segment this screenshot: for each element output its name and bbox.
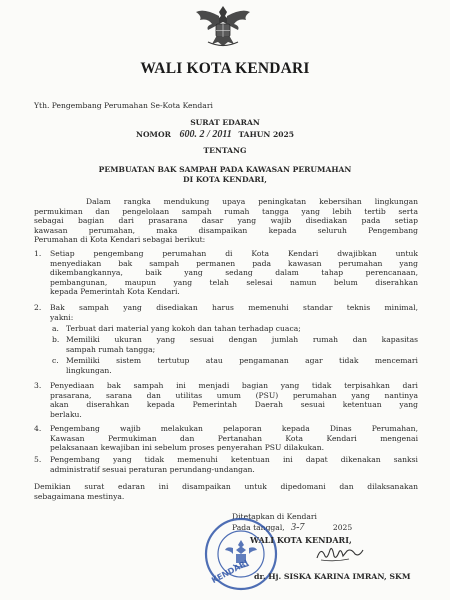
subject-line-1: PEMBUATAN BAK SAMPAH PADA KAWASAN PERUMAHAN	[98, 165, 352, 174]
point-number: 2.	[34, 303, 42, 312]
signature-place: Ditetapkan di Kendari	[232, 512, 317, 521]
subitem-line: Memiliki sistem tertutup atau pengamanan agar tidak mencemari	[66, 356, 418, 365]
subitem-text: Terbuat dari material yang kokoh dan tahan terhadap cuaca;	[66, 324, 301, 333]
point-line: Kawasan Permukiman dan Pertanahan Kota Kendari mengenai	[50, 433, 418, 443]
subitem-text	[66, 335, 418, 354]
letterhead-title: WALI KOTA KENDARI	[140, 60, 310, 77]
point-3-text	[50, 381, 418, 419]
intro-line: permukiman dan pengelolaan sampah rumah tangga yang lebih tertib serta	[34, 206, 418, 216]
subitem-line: Memiliki ukuran yang sesuai dengan jumlah rumah dan kapasitas	[66, 335, 418, 344]
point-5-text	[50, 455, 418, 474]
point-line: kepada Pemerintah Kota Kendari.	[50, 287, 180, 297]
point-line: prasarana, sarana dan utilitas umum (PSU) perumahan yang nantinya	[50, 390, 418, 400]
point-number: 1.	[34, 249, 42, 258]
svg-text:KENDARI: KENDARI	[210, 558, 250, 586]
recipient-line: Yth. Pengembang Perumahan Se-Kota Kendari	[34, 101, 213, 110]
date-handwritten: 3-7	[291, 522, 305, 533]
subitem-letter: a.	[52, 324, 59, 333]
intro-line: kawasan perumahan, maka disampaikan kepada seluruh Pengembang	[34, 225, 418, 235]
circular-number	[136, 130, 294, 140]
point-line: administratif sesuai peraturan perundang-undangan.	[50, 464, 255, 474]
point-line: berlaku.	[50, 409, 82, 419]
handwritten-signature-icon	[315, 542, 365, 564]
subitem-text	[66, 356, 418, 375]
intro-line: sebagai bagian dari prasarana dasar yang wajib disediakan pada setiap	[34, 216, 418, 226]
point-line: dikembangkannya, baik yang sedang dalam tahap perencanaan,	[50, 268, 418, 278]
date-label: Pada tanggal,	[232, 523, 285, 532]
intro-line: Perumahan di Kota Kendari sebagai berikut:	[34, 235, 206, 245]
number-handwritten: 600. 2 / 2011	[179, 129, 232, 140]
point-line: pelaksanaan kewajiban ini sebelum proses penyerahan PSU dilakukan.	[50, 443, 324, 453]
number-label: NOMOR	[136, 130, 171, 139]
point-line: Pengembang wajib melakukan pelaporan kepada Dinas Perumahan,	[50, 424, 418, 433]
intro-line: Dalam rangka mendukung upaya peningkatan kebersihan lingkungan	[86, 197, 418, 206]
about-label: TENTANG	[203, 146, 247, 155]
date-year: 2025	[332, 523, 353, 532]
closing-line: Demikian surat edaran ini disampaikan untuk dipedomani dan dilaksanakan	[34, 482, 418, 491]
point-number: 4.	[34, 424, 42, 433]
point-2-text	[50, 303, 418, 322]
point-line: yakni:	[50, 312, 74, 322]
subitem-letter: b.	[52, 335, 60, 344]
point-line: akan diserahkan kepada Pemerintah Daerah sesuai ketentuan yang	[50, 400, 418, 410]
closing-line: sebagaimana mestinya.	[34, 491, 125, 501]
year-label: TAHUN 2025	[238, 130, 295, 139]
closing-paragraph	[34, 482, 418, 501]
point-line: Penyediaan bak sampah ini menjadi bagian yang tidak terpisahkan dari	[50, 381, 418, 390]
signature-office: WALI KOTA KENDARI,	[250, 535, 352, 545]
point-1-text	[50, 249, 418, 297]
subitem-letter: c.	[52, 356, 59, 365]
garuda-emblem-icon	[194, 2, 252, 48]
subject-line-2: DI KOTA KENDARI,	[183, 175, 267, 184]
point-line: Bak sampah yang disediakan harus memenuhi standar teknis minimal,	[50, 303, 418, 312]
subitem-line: lingkungan.	[66, 365, 112, 375]
point-number: 3.	[34, 381, 42, 390]
point-4-text	[50, 424, 418, 453]
intro-paragraph	[34, 197, 418, 245]
point-line: Pengembang yang tidak memenuhi ketentuan ini dapat dikenakan sanksi	[50, 455, 418, 464]
point-line: Setiap pengembang perumahan di Kota Kendari dwajibkan untuk	[50, 249, 418, 258]
subitem-line: sampah rumah tangga;	[66, 344, 156, 354]
point-line: pembangunan, maupun yang telah selesai namun belum diserahkan	[50, 277, 418, 287]
point-line: menyediakan bak sampah permanen pada kawasan perumahan yang	[50, 258, 418, 268]
signatory-name: dr. Hj. SISKA KARINA IMRAN, SKM	[254, 572, 411, 581]
circular-type: SURAT EDARAN	[190, 118, 260, 127]
point-number: 5.	[34, 455, 42, 464]
